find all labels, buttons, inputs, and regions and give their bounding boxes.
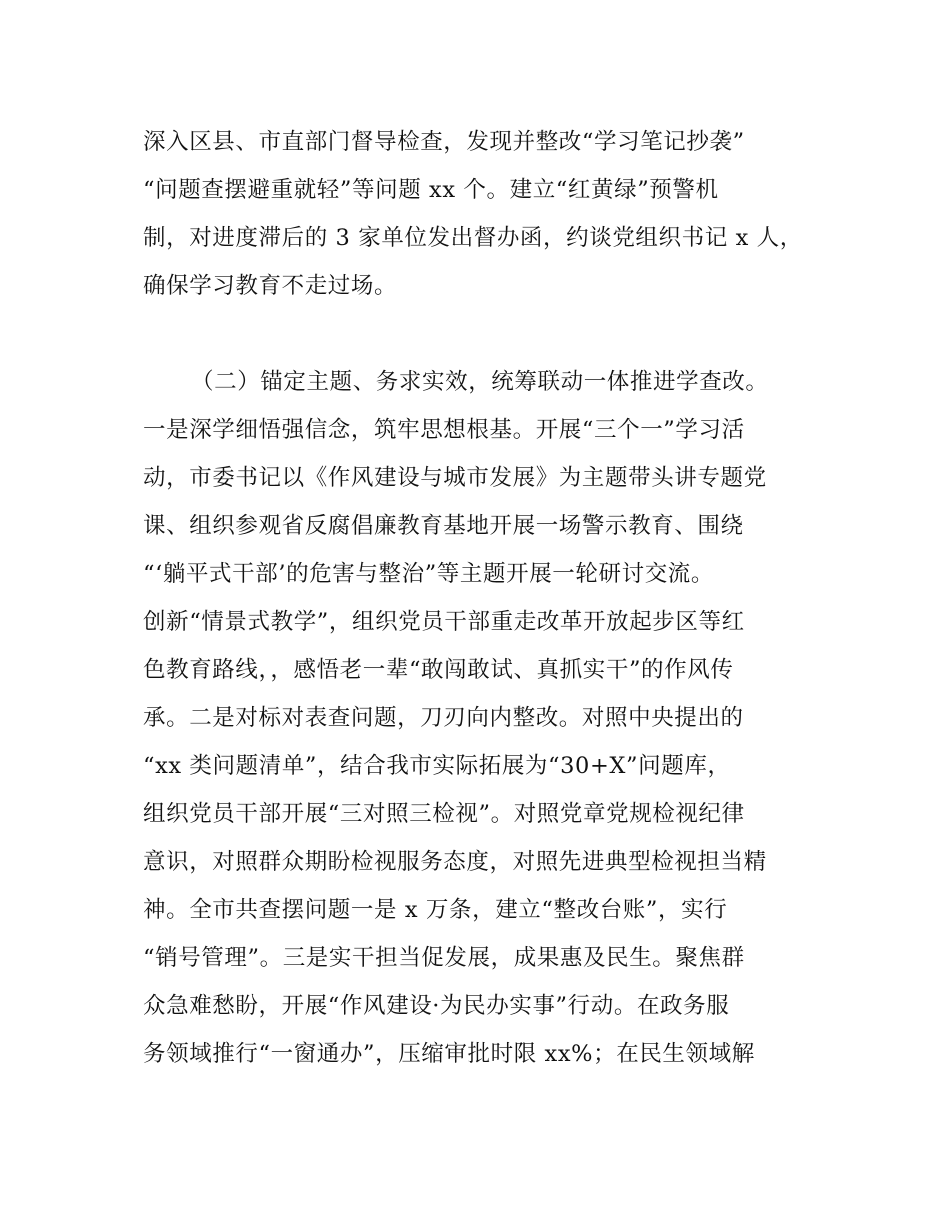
paragraph-supervision bbox=[143, 118, 833, 310]
text-line: 组织党员干部开展“三对照三检视”。对照党章党规检视纪律 bbox=[143, 801, 745, 827]
text-line: 众急难愁盼，开展“作风建设·为民办实事”行动。在政务服 bbox=[143, 993, 730, 1019]
text-line: “‘躺平式干部’的危害与整治”等主题开展一轮研讨交流。 bbox=[143, 561, 715, 587]
text-line: 一是深学细悟强信念，筑牢思想根基。开展“三个一”学习活 bbox=[143, 417, 745, 443]
paragraph-gap bbox=[143, 310, 833, 358]
text-line: 制，对进度滞后的 3 家单位发出督办函，约谈党组织书记 x 人， bbox=[143, 225, 803, 251]
text-line: 课、组织参观省反腐倡廉教育基地开展一场警示教育、围绕 bbox=[143, 513, 744, 539]
text-line: 确保学习教育不走过场。 bbox=[143, 273, 398, 299]
text-line: 承。二是对标对表查问题，刀刃向内整改。对照中央提出的 bbox=[143, 705, 744, 731]
text-line: 创新“情景式教学”，组织党员干部重走改革开放起步区等红 bbox=[143, 609, 745, 635]
text-line: 务领域推行“一窗通办”，压缩审批时限 xx%；在民生领域解 bbox=[143, 1041, 755, 1067]
text-line: “问题查摆避重就轻”等问题 xx 个。建立“红黄绿”预警机 bbox=[143, 177, 719, 203]
document-body bbox=[143, 118, 833, 1078]
text-line: 色教育路线，，感悟老一辈“敢闯敢试、真抓实干”的作风传 bbox=[143, 657, 734, 683]
text-line: 神。全市共查摆问题一是 x 万条，建立“整改台账”，实行 bbox=[143, 897, 728, 923]
text-line: 深入区县、市直部门督导检查，发现并整改“学习笔记抄袭” bbox=[143, 129, 745, 155]
text-line: 动，市委书记以《作风建设与城市发展》为主题带头讲专题党 bbox=[143, 465, 767, 491]
paragraph-theme-section-two bbox=[143, 358, 833, 1078]
text-line: “销号管理”。三是实干担当促发展，成果惠及民生。聚焦群 bbox=[143, 945, 745, 971]
section-heading: （二）锚定主题、务求实效，统筹联动一体推进学查改。 bbox=[191, 369, 769, 395]
text-line: “xx 类问题清单”，结合我市实际拓展为“30+X”问题库， bbox=[143, 753, 731, 779]
text-line: 意识，对照群众期盼检视服务态度，对照先进典型检视担当精 bbox=[143, 849, 767, 875]
